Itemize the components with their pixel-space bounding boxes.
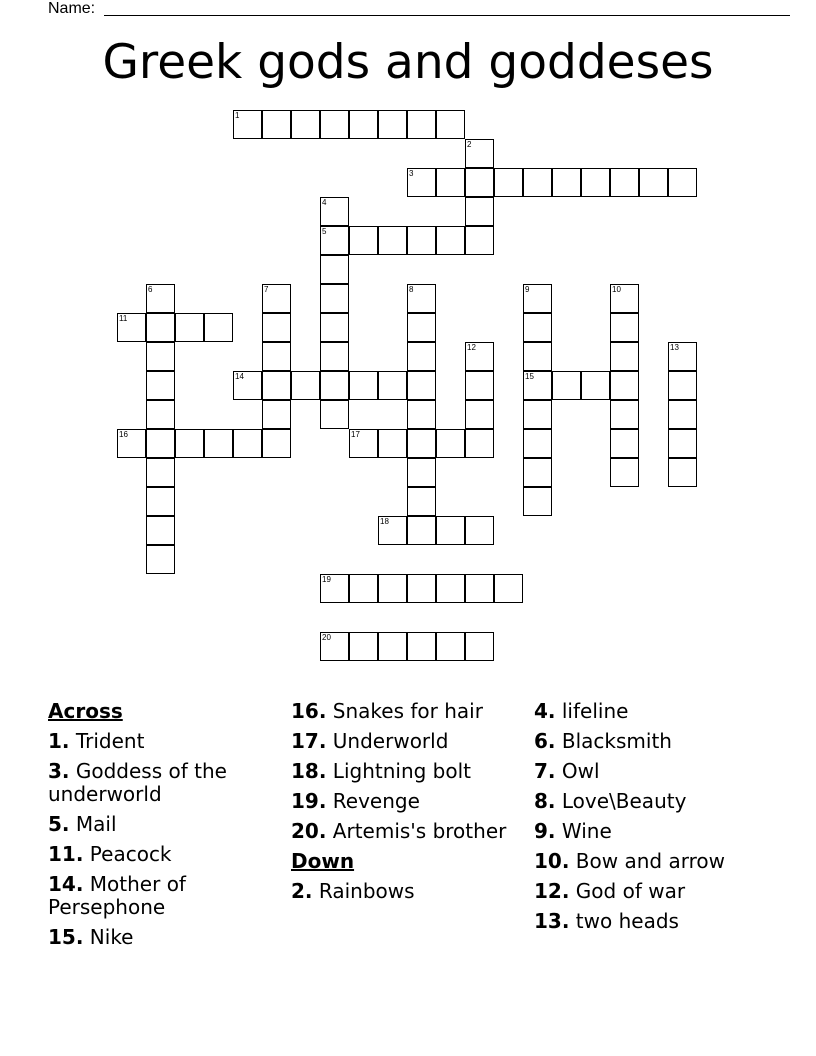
grid-cell[interactable] xyxy=(668,342,697,371)
clue-text: Rainbows xyxy=(318,879,415,903)
grid-cell[interactable] xyxy=(668,429,697,458)
grid-cell[interactable] xyxy=(349,226,378,255)
grid-number: 5 xyxy=(322,227,327,236)
clue-text: Underworld xyxy=(332,729,449,753)
grid-cell[interactable] xyxy=(465,516,494,545)
grid-cell[interactable] xyxy=(320,255,349,284)
clue-across-1 xyxy=(48,730,278,753)
grid-cell[interactable] xyxy=(262,110,291,139)
page-title: Greek gods and goddeses xyxy=(102,35,714,90)
clue-across-16 xyxy=(291,700,523,723)
clue-down-2 xyxy=(291,880,523,903)
grid-number: 8 xyxy=(409,285,414,294)
grid-cell[interactable] xyxy=(378,429,407,458)
grid-number: 10 xyxy=(612,285,621,294)
grid-cell[interactable] xyxy=(407,574,436,603)
grid-cell[interactable] xyxy=(320,632,349,661)
grid-cell[interactable] xyxy=(465,574,494,603)
grid-cell[interactable] xyxy=(117,313,146,342)
clue-number: 10. xyxy=(534,849,570,873)
clue-down-12 xyxy=(534,880,766,903)
clue-number: 16. xyxy=(291,699,327,723)
grid-cell[interactable] xyxy=(407,371,436,400)
grid-cell[interactable] xyxy=(349,371,378,400)
grid-cell[interactable] xyxy=(494,168,523,197)
grid-cell[interactable] xyxy=(233,110,262,139)
grid-cell[interactable] xyxy=(407,168,436,197)
grid-cell[interactable] xyxy=(668,371,697,400)
grid-cell[interactable] xyxy=(610,342,639,371)
grid-number: 12 xyxy=(467,343,476,352)
grid-cell[interactable] xyxy=(610,313,639,342)
grid-cell[interactable] xyxy=(436,110,465,139)
grid-cell[interactable] xyxy=(320,197,349,226)
grid-cell[interactable] xyxy=(668,168,697,197)
grid-cell[interactable] xyxy=(175,313,204,342)
grid-cell[interactable] xyxy=(262,400,291,429)
clue-text: Love\Beauty xyxy=(561,789,687,813)
clue-number: 15. xyxy=(48,925,84,949)
clue-text: Artemis's brother xyxy=(332,819,507,843)
clue-text: Mother of Persephone xyxy=(48,872,186,919)
grid-cell[interactable] xyxy=(378,632,407,661)
grid-cell[interactable] xyxy=(523,400,552,429)
grid-cell[interactable] xyxy=(407,313,436,342)
grid-cell[interactable] xyxy=(262,342,291,371)
grid-cell[interactable] xyxy=(436,226,465,255)
clues-column-2 xyxy=(291,700,523,910)
grid-cell[interactable] xyxy=(291,371,320,400)
grid-cell[interactable] xyxy=(523,371,552,400)
grid-number: 3 xyxy=(409,169,414,178)
grid-number: 6 xyxy=(148,285,153,294)
clue-number: 7. xyxy=(534,759,556,783)
down-heading: Down xyxy=(291,849,355,873)
grid-number: 7 xyxy=(264,285,269,294)
grid-cell[interactable] xyxy=(407,226,436,255)
clue-number: 17. xyxy=(291,729,327,753)
grid-cell[interactable] xyxy=(494,574,523,603)
clue-across-11 xyxy=(48,843,278,866)
grid-cell[interactable] xyxy=(349,632,378,661)
clue-across-5 xyxy=(48,813,278,836)
clue-text: Blacksmith xyxy=(561,729,672,753)
grid-cell[interactable] xyxy=(523,487,552,516)
grid-cell[interactable] xyxy=(668,400,697,429)
grid-cell[interactable] xyxy=(320,371,349,400)
grid-cell[interactable] xyxy=(523,168,552,197)
clue-down-6 xyxy=(534,730,766,753)
clue-number: 8. xyxy=(534,789,556,813)
grid-cell[interactable] xyxy=(552,371,581,400)
grid-cell[interactable] xyxy=(581,168,610,197)
clues-column-1 xyxy=(48,700,278,956)
grid-cell[interactable] xyxy=(204,429,233,458)
grid-cell[interactable] xyxy=(175,429,204,458)
grid-cell[interactable] xyxy=(436,516,465,545)
clues-column-3 xyxy=(534,700,766,940)
grid-number: 11 xyxy=(119,314,128,323)
clue-text: Nike xyxy=(89,925,134,949)
grid-cell[interactable] xyxy=(465,371,494,400)
clue-text: Bow and arrow xyxy=(575,849,725,873)
name-label: Name: xyxy=(48,0,96,17)
grid-cell[interactable] xyxy=(262,429,291,458)
grid-cell[interactable] xyxy=(465,139,494,168)
grid-cell[interactable] xyxy=(146,516,175,545)
clue-number: 3. xyxy=(48,759,70,783)
clue-text: Wine xyxy=(561,819,612,843)
grid-cell[interactable] xyxy=(146,313,175,342)
grid-cell[interactable] xyxy=(233,371,262,400)
grid-cell[interactable] xyxy=(523,458,552,487)
clue-across-15 xyxy=(48,926,278,949)
grid-cell[interactable] xyxy=(465,342,494,371)
across-heading: Across xyxy=(48,699,123,723)
grid-cell[interactable] xyxy=(465,168,494,197)
grid-cell[interactable] xyxy=(436,574,465,603)
grid-number: 13 xyxy=(670,343,679,352)
grid-number: 16 xyxy=(119,430,128,439)
clue-down-8 xyxy=(534,790,766,813)
grid-cell[interactable] xyxy=(378,516,407,545)
clue-text: two heads xyxy=(575,909,679,933)
clue-across-14 xyxy=(48,873,278,919)
grid-cell[interactable] xyxy=(378,574,407,603)
grid-cell[interactable] xyxy=(610,168,639,197)
grid-cell[interactable] xyxy=(146,545,175,574)
clue-number: 9. xyxy=(534,819,556,843)
grid-cell[interactable] xyxy=(146,342,175,371)
grid-cell[interactable] xyxy=(378,226,407,255)
clue-down-9 xyxy=(534,820,766,843)
grid-cell[interactable] xyxy=(320,313,349,342)
grid-cell[interactable] xyxy=(262,313,291,342)
clue-text: Goddess of the underworld xyxy=(48,759,227,806)
grid-number: 20 xyxy=(322,633,331,642)
grid-cell[interactable] xyxy=(262,371,291,400)
grid-cell[interactable] xyxy=(436,429,465,458)
clue-number: 20. xyxy=(291,819,327,843)
grid-cell[interactable] xyxy=(407,284,436,313)
grid-cell[interactable] xyxy=(668,458,697,487)
grid-cell[interactable] xyxy=(465,197,494,226)
clue-down-7 xyxy=(534,760,766,783)
grid-cell[interactable] xyxy=(378,110,407,139)
clue-text: Trident xyxy=(75,729,145,753)
grid-cell[interactable] xyxy=(378,371,407,400)
grid-number: 15 xyxy=(525,372,534,381)
clue-across-18 xyxy=(291,760,523,783)
clue-text: Owl xyxy=(561,759,600,783)
clue-across-19 xyxy=(291,790,523,813)
grid-number: 18 xyxy=(380,517,389,526)
grid-cell[interactable] xyxy=(436,632,465,661)
clue-number: 13. xyxy=(534,909,570,933)
grid-cell[interactable] xyxy=(581,371,610,400)
clue-number: 19. xyxy=(291,789,327,813)
clue-across-20 xyxy=(291,820,523,843)
grid-number: 19 xyxy=(322,575,331,584)
grid-cell[interactable] xyxy=(407,110,436,139)
clue-number: 18. xyxy=(291,759,327,783)
clue-number: 6. xyxy=(534,729,556,753)
grid-cell[interactable] xyxy=(465,226,494,255)
grid-cell[interactable] xyxy=(320,226,349,255)
grid-number: 4 xyxy=(322,198,327,207)
clue-number: 1. xyxy=(48,729,70,753)
grid-cell[interactable] xyxy=(146,429,175,458)
grid-cell[interactable] xyxy=(465,400,494,429)
grid-cell[interactable] xyxy=(291,110,320,139)
grid-number: 2 xyxy=(467,140,472,149)
clue-text: God of war xyxy=(575,879,686,903)
grid-cell[interactable] xyxy=(407,632,436,661)
grid-cell[interactable] xyxy=(262,284,291,313)
clue-text: lifeline xyxy=(561,699,629,723)
grid-cell[interactable] xyxy=(610,371,639,400)
grid-cell[interactable] xyxy=(407,342,436,371)
grid-number: 17 xyxy=(351,430,360,439)
grid-cell[interactable] xyxy=(146,371,175,400)
clue-text: Snakes for hair xyxy=(332,699,483,723)
grid-cell[interactable] xyxy=(610,429,639,458)
clue-down-4 xyxy=(534,700,766,723)
grid-cell[interactable] xyxy=(552,168,581,197)
grid-cell[interactable] xyxy=(320,400,349,429)
clue-text: Peacock xyxy=(89,842,172,866)
clue-text: Lightning bolt xyxy=(332,759,471,783)
clue-text: Revenge xyxy=(332,789,420,813)
clue-text: Mail xyxy=(75,812,117,836)
grid-cell[interactable] xyxy=(610,458,639,487)
grid-cell[interactable] xyxy=(523,342,552,371)
grid-cell[interactable] xyxy=(349,429,378,458)
clue-across-17 xyxy=(291,730,523,753)
grid-cell[interactable] xyxy=(146,284,175,313)
grid-cell[interactable] xyxy=(146,400,175,429)
grid-cell[interactable] xyxy=(146,458,175,487)
grid-number: 9 xyxy=(525,285,530,294)
clue-number: 5. xyxy=(48,812,70,836)
grid-number: 14 xyxy=(235,372,244,381)
grid-cell[interactable] xyxy=(320,110,349,139)
grid-cell[interactable] xyxy=(407,458,436,487)
grid-cell[interactable] xyxy=(639,168,668,197)
grid-cell[interactable] xyxy=(523,313,552,342)
grid-cell[interactable] xyxy=(204,313,233,342)
clue-number: 4. xyxy=(534,699,556,723)
clue-number: 11. xyxy=(48,842,84,866)
grid-cell[interactable] xyxy=(407,400,436,429)
grid-cell[interactable] xyxy=(233,429,262,458)
grid-cell[interactable] xyxy=(610,284,639,313)
clue-number: 2. xyxy=(291,879,313,903)
grid-cell[interactable] xyxy=(465,632,494,661)
grid-cell[interactable] xyxy=(146,487,175,516)
grid-cell[interactable] xyxy=(117,429,146,458)
clue-down-10 xyxy=(534,850,766,873)
grid-cell[interactable] xyxy=(610,400,639,429)
grid-number: 1 xyxy=(235,111,240,120)
grid-cell[interactable] xyxy=(320,284,349,313)
grid-cell[interactable] xyxy=(407,429,436,458)
clue-across-3 xyxy=(48,760,278,806)
grid-cell[interactable] xyxy=(436,168,465,197)
clue-number: 12. xyxy=(534,879,570,903)
grid-cell[interactable] xyxy=(320,574,349,603)
grid-cell[interactable] xyxy=(523,429,552,458)
grid-cell[interactable] xyxy=(523,284,552,313)
clue-number: 14. xyxy=(48,872,84,896)
grid-cell[interactable] xyxy=(465,429,494,458)
grid-cell[interactable] xyxy=(320,342,349,371)
clue-down-13 xyxy=(534,910,766,933)
grid-cell[interactable] xyxy=(407,487,436,516)
grid-cell[interactable] xyxy=(349,574,378,603)
grid-cell[interactable] xyxy=(349,110,378,139)
grid-cell[interactable] xyxy=(407,516,436,545)
